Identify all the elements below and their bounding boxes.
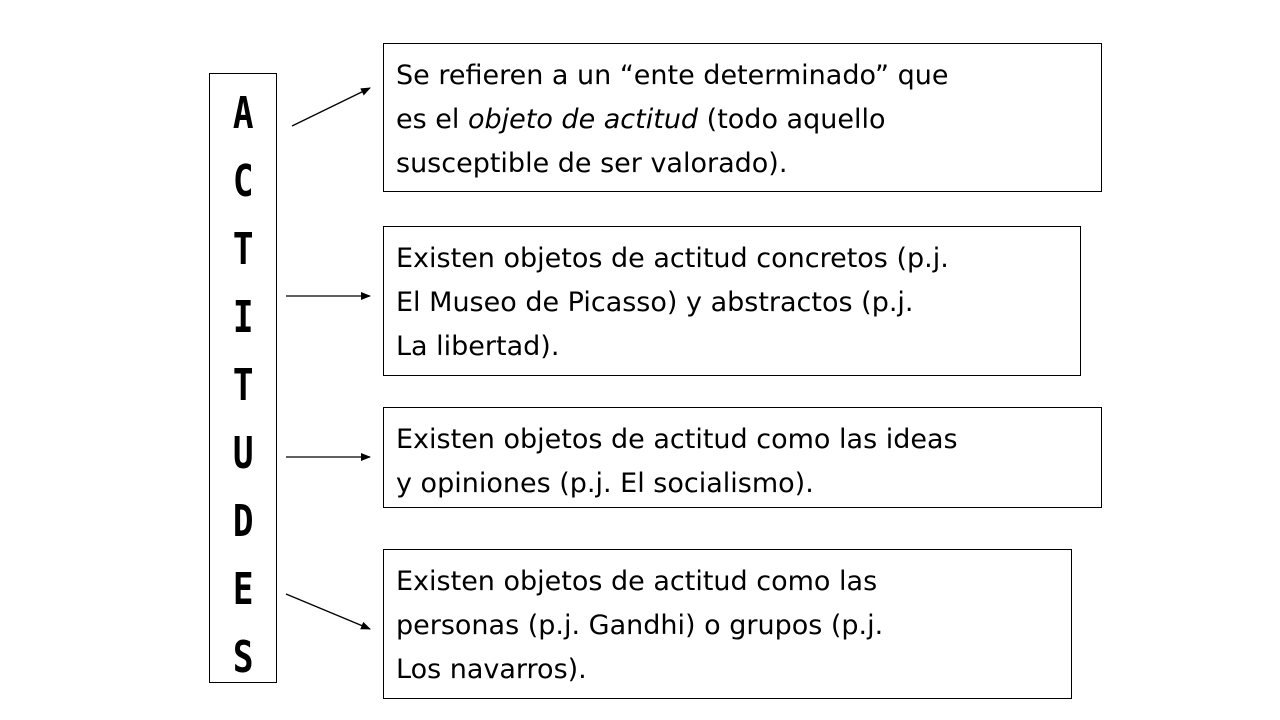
title-letter: A bbox=[232, 88, 254, 139]
text-segment: Los navarros). bbox=[396, 654, 587, 685]
title-letter: C bbox=[232, 156, 254, 207]
title-letter: T bbox=[232, 360, 254, 411]
box-text-line bbox=[396, 281, 1066, 325]
persons-groups-objects-box bbox=[383, 549, 1072, 699]
box-text-line bbox=[396, 418, 1087, 462]
title-letter: E bbox=[232, 564, 254, 615]
attitude-object-definition-box bbox=[383, 43, 1102, 192]
text-segment: Existen objetos de actitud como las ideas bbox=[396, 424, 958, 455]
box-text-line bbox=[396, 462, 1087, 506]
box-text-line bbox=[396, 54, 1087, 98]
title-letter: I bbox=[232, 292, 254, 343]
title-letter: S bbox=[232, 632, 254, 683]
box-text-line bbox=[396, 604, 1057, 648]
concrete-abstract-objects-box bbox=[383, 226, 1081, 376]
box-text-line bbox=[396, 237, 1066, 281]
title-letter: D bbox=[232, 496, 254, 547]
text-segment: susceptible de ser valorado). bbox=[396, 148, 788, 179]
box-text-line bbox=[396, 98, 1087, 142]
title-letter: T bbox=[232, 224, 254, 275]
arrow-to-box-1 bbox=[292, 88, 370, 126]
text-segment: (todo aquello bbox=[698, 104, 886, 135]
text-segment: personas (p.j. Gandhi) o grupos (p.j. bbox=[396, 610, 884, 641]
text-segment: Se refieren a un “ente determinado” que bbox=[396, 60, 949, 91]
ideas-opinions-objects-box bbox=[383, 407, 1102, 508]
box-text-line bbox=[396, 142, 1087, 186]
arrow-to-box-4 bbox=[286, 594, 370, 629]
text-segment: La libertad). bbox=[396, 331, 560, 362]
emphasized-term: objeto de actitud bbox=[467, 104, 699, 135]
box-text-line bbox=[396, 560, 1057, 604]
title-letter: U bbox=[232, 428, 254, 479]
text-segment: Existen objetos de actitud concretos (p.j. bbox=[396, 243, 949, 274]
text-segment: Existen objetos de actitud como las bbox=[396, 566, 878, 597]
text-segment: es el bbox=[396, 104, 468, 135]
box-text-line bbox=[396, 648, 1057, 692]
text-segment: y opiniones (p.j. El socialismo). bbox=[396, 468, 814, 499]
text-segment: El Museo de Picasso) y abstractos (p.j. bbox=[396, 287, 914, 318]
box-text-line bbox=[396, 325, 1066, 369]
